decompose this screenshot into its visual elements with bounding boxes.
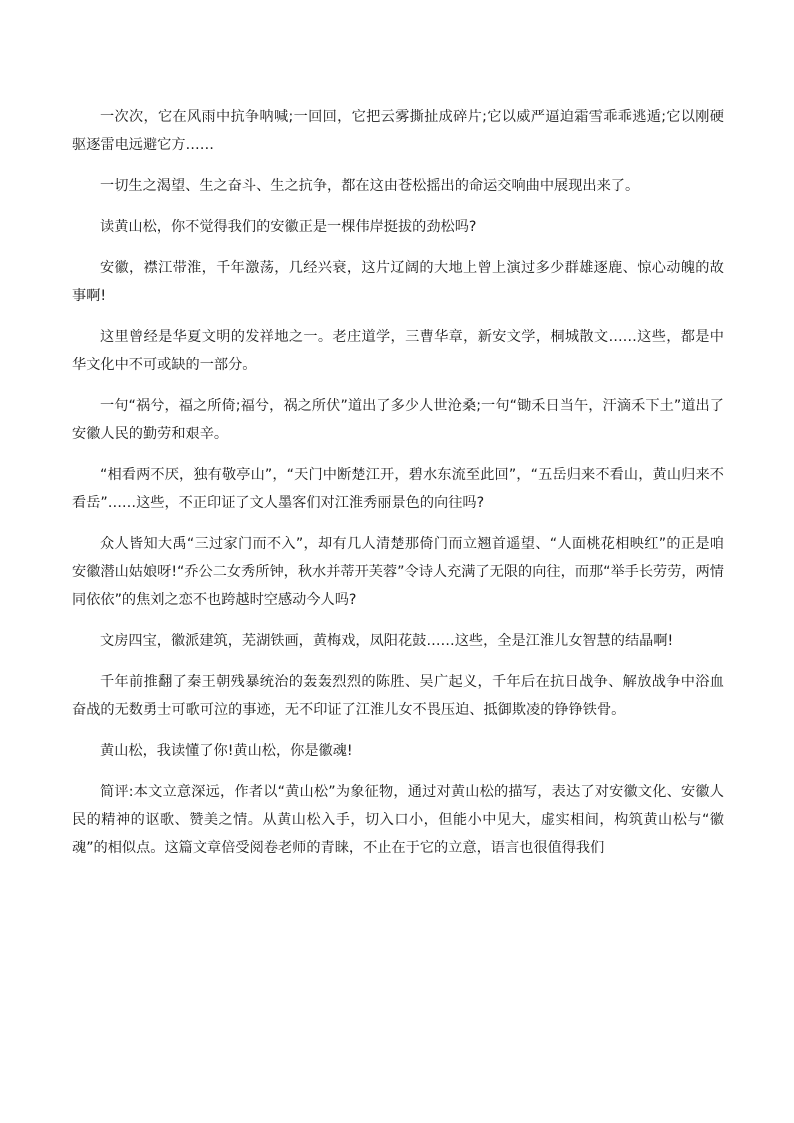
commentary-paragraph: 简评:本文立意深远，作者以“黄山松”为象征物，通过对黄山松的描写，表达了对安徽文化、安徽人民的精神的讴歌、赞美之情。从黄山松入手，切入口小，但能小中见大，虚实相间，构筑黄山松与“徽魂”的相似点。这篇文章倍受阅卷老师的青睐，不止在于它的立意，语言也很值得我们 <box>72 784 724 856</box>
paragraph-2: 一切生之渴望、生之奋斗、生之抗争，都在这由苍松摇出的命运交响曲中展现出来了。 <box>100 178 640 194</box>
paragraph-11: 黄山松，我读懂了你!黄山松，你是徽魂! <box>100 743 353 759</box>
paragraph-5: 这里曾经是华夏文明的发祥地之一。老庄道学，三曹华章，新安文学，桐城散文……这些，都是中华文化中不可或缺的一部分。 <box>72 329 724 373</box>
paragraph-3: 读黄山松，你不觉得我们的安徽正是一棵伟岸挺拔的劲松吗? <box>100 219 477 235</box>
paragraph-9: 文房四宝，徽派建筑，芜湖铁画，黄梅戏，凤阳花鼓……这些，全是江淮儿女智慧的结晶啊! <box>100 633 674 649</box>
article-body <box>72 103 724 875</box>
paragraph-8: 众人皆知大禹“三过家门而不入”，却有几人清楚那倚门而立翘首遥望、“人面桃花相映红”的正是咱安徽潜山姑娘呀!“乔公二女秀所钟，秋水并蒂开芙蓉”令诗人充满了无限的向往，而那“举手长劳劳，两情同依依”的焦刘之恋不也跨越时空感动今人吗? <box>72 536 724 608</box>
paragraph-7: “相看两不厌，独有敬亭山”，“天门中断楚江开，碧水东流至此回”，“五岳归来不看山，黄山归来不看岳”……这些，不正印证了文人墨客们对江淮秀丽景色的向往吗? <box>72 467 724 511</box>
paragraph-6: 一句“祸兮，福之所倚;福兮，祸之所伏”道出了多少人世沧桑;一句“锄禾日当午，汗滴禾下土”道出了安徽人民的勤劳和艰辛。 <box>72 398 724 442</box>
paragraph-4: 安徽，襟江带淮，千年激荡，几经兴衰，这片辽阔的大地上曾上演过多少群雄逐鹿、惊心动魄的故事啊! <box>72 260 724 304</box>
paragraph-10: 千年前推翻了秦王朝残暴统治的轰轰烈烈的陈胜、吴广起义，千年后在抗日战争、解放战争中浴血奋战的无数勇士可歌可泣的事迹，无不印证了江淮儿女不畏压迫、抵御欺凌的铮铮铁骨。 <box>72 674 724 718</box>
paragraph-1: 一次次，它在风雨中抗争呐喊;一回回，它把云雾撕扯成碎片;它以威严逼迫霜雪乖乖逃遁;它以刚硬驱逐雷电远避它方…… <box>72 109 724 153</box>
